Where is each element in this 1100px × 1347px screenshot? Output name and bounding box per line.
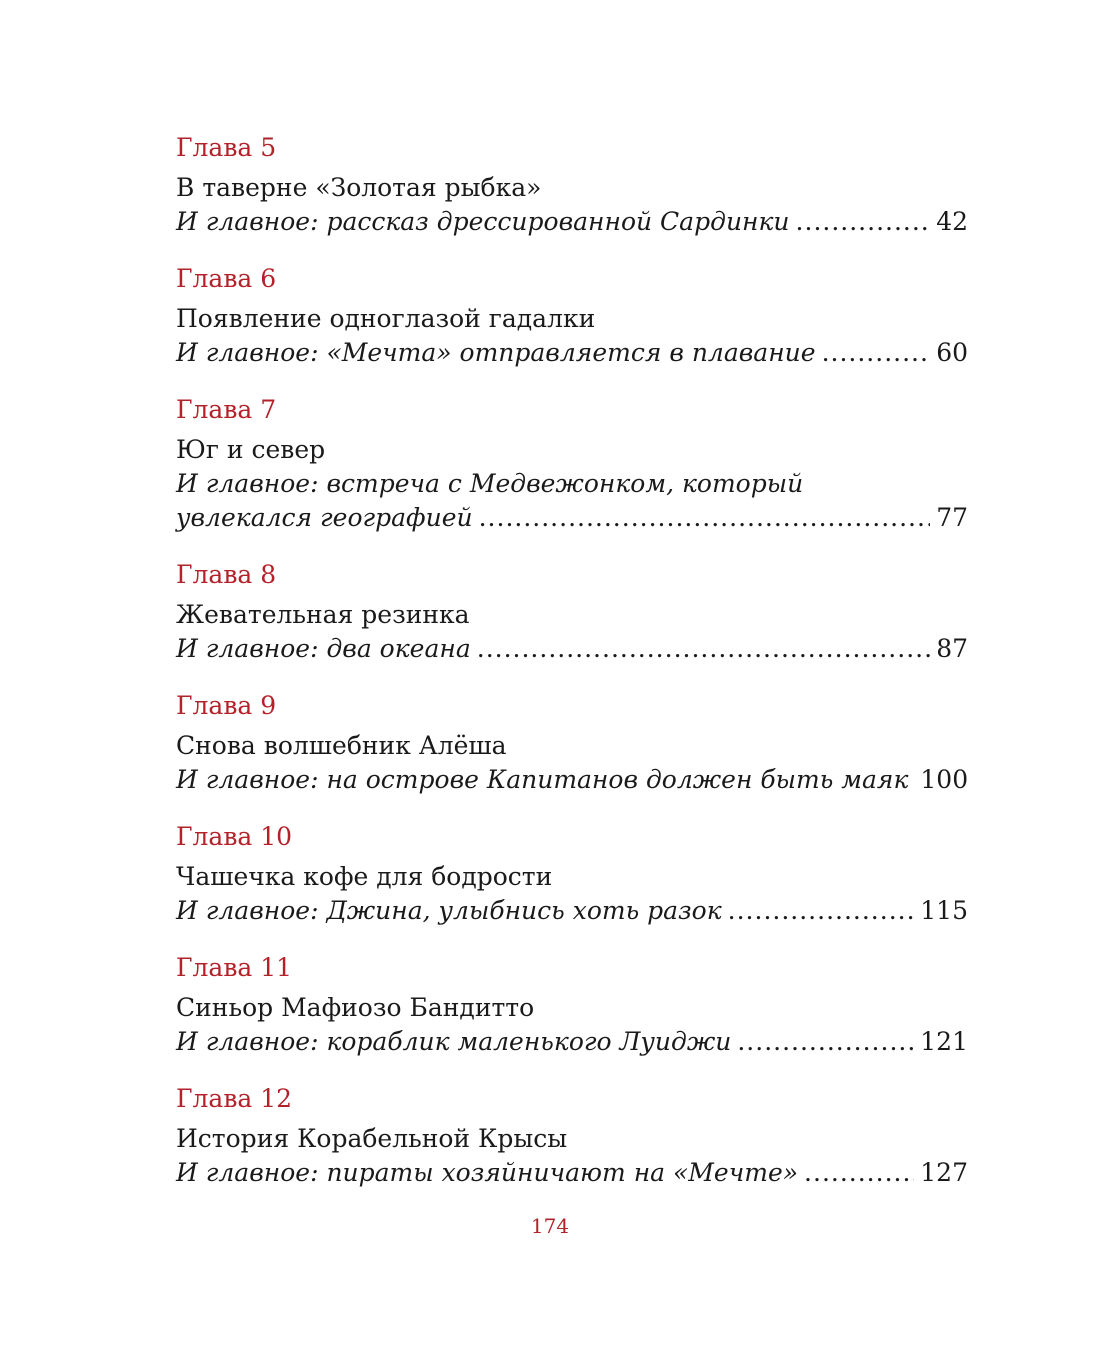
toc-entry-chapter-11 [176,951,968,1059]
chapter-subtitle-line[interactable] [176,1025,968,1059]
chapter-title: Синьор Мафиозо Бандитто [176,993,535,1022]
chapter-subtitle-line[interactable] [176,1156,968,1190]
table-of-contents [176,131,968,1213]
chapter-subtitle-part2: увлекался географией [176,503,473,532]
toc-entry-chapter-5 [176,131,968,239]
chapter-subtitle: И главное: «Мечта» отправляется в плавание [176,338,816,367]
page-ref: 87 [936,634,968,663]
chapter-title: История Корабельной Крысы [176,1124,568,1153]
page-ref: 42 [936,207,968,236]
chapter-title: Юг и север [176,435,326,464]
page-number: 174 [530,1214,570,1238]
chapter-label: Глава 6 [176,264,277,293]
chapter-title: Жевательная резинка [176,600,470,629]
dot-leader [477,632,930,666]
chapter-title: Появление одноглазой гадалки [176,304,596,333]
chapter-subtitle-line[interactable] [176,205,968,239]
chapter-subtitle: И главное: два океана [176,634,471,663]
dot-leader [737,1025,914,1059]
chapter-label: Глава 9 [176,691,277,720]
chapter-subtitle: И главное: пираты хозяйничают на «Мечте» [176,1158,799,1187]
dot-leader [479,501,931,535]
chapter-label: Глава 12 [176,1084,293,1113]
chapter-subtitle-line[interactable] [176,467,968,535]
chapter-subtitle-line[interactable] [176,632,968,666]
chapter-title: Чашечка кофе для бодрости [176,862,553,891]
page-ref: 115 [920,896,968,925]
chapter-label: Глава 11 [176,953,293,982]
chapter-title: В таверне «Золотая рыбка» [176,173,542,202]
chapter-label: Глава 7 [176,395,277,424]
page-ref: 127 [920,1158,968,1187]
chapter-label: Глава 5 [176,133,277,162]
dot-leader [728,894,915,928]
chapter-label: Глава 10 [176,822,293,851]
toc-entry-chapter-10 [176,820,968,928]
chapter-subtitle: И главное: на острове Капитанов должен быть маяк [176,765,909,794]
chapter-label: Глава 8 [176,560,277,589]
dot-leader [822,336,931,370]
toc-entry-chapter-12 [176,1082,968,1190]
page-ref: 60 [936,338,968,367]
toc-entry-chapter-8 [176,558,968,666]
toc-entry-chapter-6 [176,262,968,370]
chapter-subtitle-line[interactable] [176,763,968,797]
chapter-subtitle: И главное: Джина, улыбнись хоть разок [176,896,722,925]
toc-entry-chapter-9 [176,689,968,797]
chapter-subtitle-line[interactable] [176,894,968,928]
chapter-subtitle-line[interactable] [176,336,968,370]
chapter-subtitle: И главное: рассказ дрессированной Сардинки [176,207,790,236]
toc-entry-chapter-7 [176,393,968,535]
chapter-subtitle-part2-row [176,501,968,535]
chapter-subtitle: И главное: кораблик маленького Луиджи [176,1027,732,1056]
page-ref: 121 [920,1027,968,1056]
page-ref: 100 [920,765,969,794]
chapter-title: Снова волшебник Алёша [176,731,507,760]
dot-leader [804,1156,914,1190]
dot-leader [796,205,931,239]
page-ref: 77 [936,503,968,532]
chapter-subtitle-part1: И главное: встреча с Медвежонком, который [176,469,804,498]
